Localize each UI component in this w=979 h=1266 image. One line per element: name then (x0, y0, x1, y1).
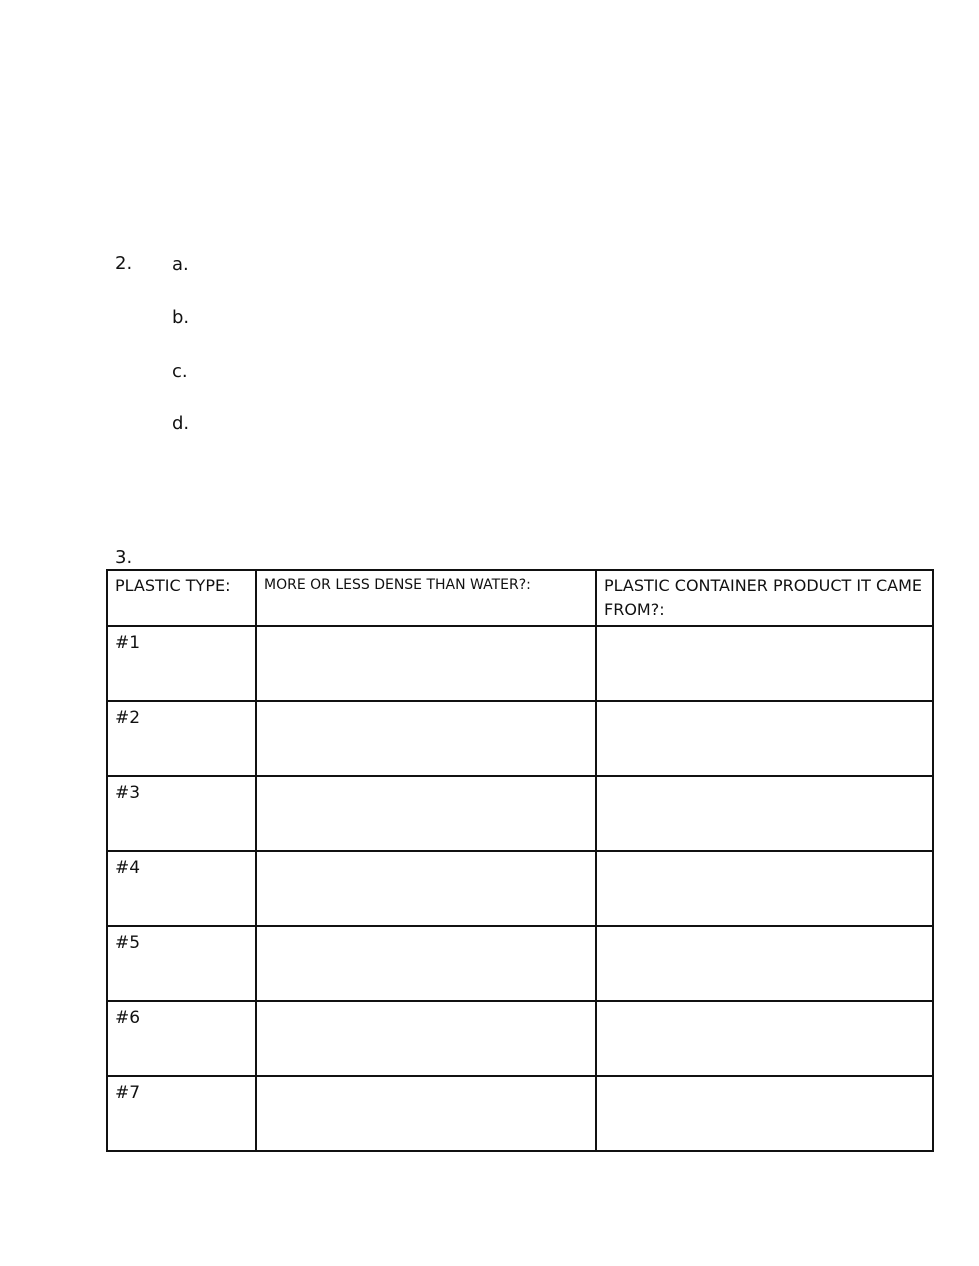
plastic-type-cell: #3 (107, 776, 256, 851)
density-answer-cell[interactable] (256, 626, 596, 701)
container-answer-cell[interactable] (596, 1001, 933, 1076)
question-2-number: 2. (115, 253, 133, 274)
plastic-type-cell: #7 (107, 1076, 256, 1151)
table-row (107, 701, 933, 776)
question-2-item-b: b. (172, 307, 190, 328)
density-answer-cell[interactable] (256, 776, 596, 851)
table-row (107, 776, 933, 851)
density-answer-cell[interactable] (256, 1076, 596, 1151)
header-density: MORE OR LESS DENSE THAN WATER?: (256, 570, 596, 626)
density-answer-cell[interactable] (256, 1001, 596, 1076)
plastic-type-cell: #2 (107, 701, 256, 776)
plastic-type-cell: #5 (107, 926, 256, 1001)
density-answer-cell[interactable] (256, 851, 596, 926)
table-row (107, 1076, 933, 1151)
plastic-type-cell: #1 (107, 626, 256, 701)
table-row (107, 1001, 933, 1076)
container-answer-cell[interactable] (596, 776, 933, 851)
table-row (107, 626, 933, 701)
container-answer-cell[interactable] (596, 701, 933, 776)
header-container-product: PLASTIC CONTAINER PRODUCT IT CAME FROM?: (596, 570, 933, 626)
table-row (107, 926, 933, 1001)
container-answer-cell[interactable] (596, 851, 933, 926)
question-3-number: 3. (115, 547, 133, 568)
container-answer-cell[interactable] (596, 626, 933, 701)
plastic-type-cell: #4 (107, 851, 256, 926)
table-header-row (107, 570, 933, 626)
density-answer-cell[interactable] (256, 701, 596, 776)
container-answer-cell[interactable] (596, 1076, 933, 1151)
plastic-type-cell: #6 (107, 1001, 256, 1076)
container-answer-cell[interactable] (596, 926, 933, 1001)
question-2-item-d: d. (172, 413, 190, 434)
question-2-item-a: a. (172, 254, 189, 275)
header-plastic-type: PLASTIC TYPE: (107, 570, 256, 626)
question-2-item-c: c. (172, 361, 188, 382)
plastics-table (106, 569, 934, 1152)
density-answer-cell[interactable] (256, 926, 596, 1001)
table-row (107, 851, 933, 926)
